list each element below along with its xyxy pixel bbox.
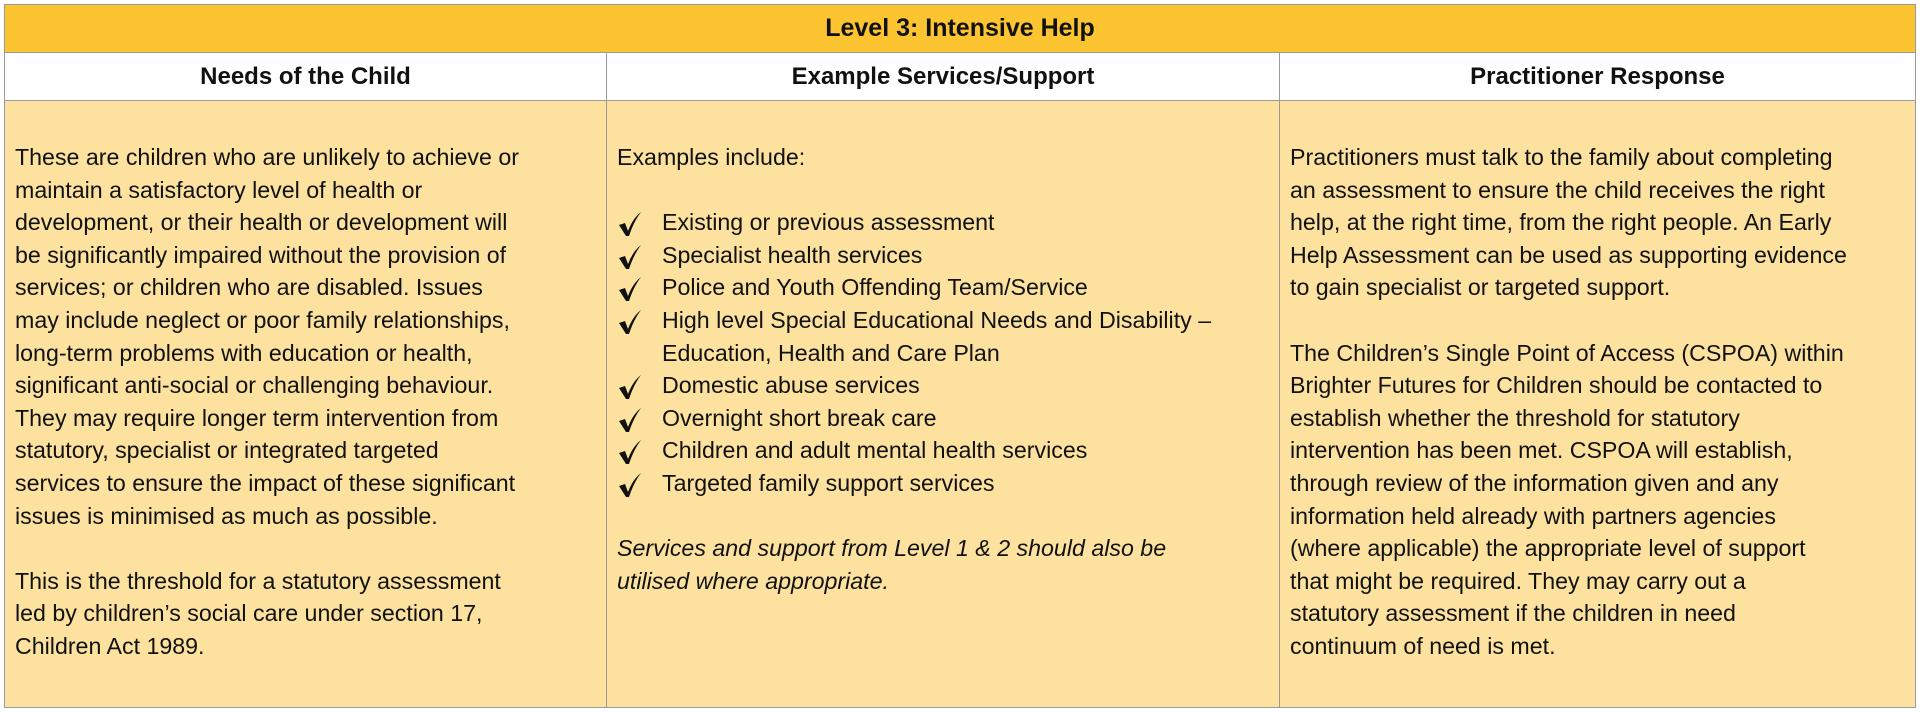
column-header-response: Practitioner Response xyxy=(1280,53,1915,101)
text-line: may include neglect or poor family relationships, xyxy=(15,306,510,333)
text-line: The Children’s Single Point of Access (CSPOA) within xyxy=(1290,339,1844,366)
text-line: long-term problems with education or health, xyxy=(15,339,473,366)
text-line: They may require longer term intervention from xyxy=(15,404,499,431)
services-note xyxy=(617,532,1271,597)
check-icon xyxy=(617,210,643,238)
list-item-label-continued: Education, Health and Care Plan xyxy=(662,339,1000,366)
list-item-label: Domestic abuse services xyxy=(662,372,920,399)
level-3-table xyxy=(4,4,1916,708)
check-icon xyxy=(617,308,643,336)
list-item xyxy=(617,369,1271,402)
table-title: Level 3: Intensive Help xyxy=(5,5,1915,53)
text-line: utilised where appropriate. xyxy=(617,567,889,594)
text-line: Practitioners must talk to the family about completing xyxy=(1290,144,1833,170)
text-line: (where applicable) the appropriate level of support xyxy=(1290,535,1806,562)
list-item-label: High level Special Educational Needs and Disability – xyxy=(662,306,1212,333)
text-line: Children Act 1989. xyxy=(15,632,205,659)
needs-cell xyxy=(5,101,607,707)
text-line: significant anti-social or challenging behaviour. xyxy=(15,372,494,399)
text-line: led by children’s social care under section 17, xyxy=(15,600,483,627)
column-header-needs: Needs of the Child xyxy=(5,53,607,101)
needs-paragraph-2 xyxy=(15,565,598,663)
text-line: services to ensure the impact of these significant xyxy=(15,469,516,496)
list-item-label: Children and adult mental health services xyxy=(662,437,1088,464)
check-icon xyxy=(617,406,643,434)
services-cell xyxy=(607,101,1280,707)
text-line: be significantly impaired without the provision of xyxy=(15,241,507,268)
text-line: that might be required. They may carry out a xyxy=(1290,567,1746,594)
list-item-label: Existing or previous assessment xyxy=(662,209,995,236)
text-line: intervention has been met. CSPOA will establish, xyxy=(1290,437,1793,464)
text-line: services; or children who are disabled. Issues xyxy=(15,274,483,301)
services-list xyxy=(617,206,1271,499)
list-item xyxy=(617,467,1271,500)
check-icon xyxy=(617,243,643,271)
text-line: establish whether the threshold for statutory xyxy=(1290,404,1740,431)
text-line: statutory, specialist or integrated targeted xyxy=(15,437,439,464)
text-line: Help Assessment can be used as supporting evidence xyxy=(1290,241,1847,268)
response-paragraph-2 xyxy=(1290,337,1907,663)
list-item xyxy=(617,304,1271,369)
text-line: statutory assessment if the children in need xyxy=(1290,600,1736,627)
text-line: continuum of need is met. xyxy=(1290,632,1556,659)
text-line: issues is minimised as much as possible. xyxy=(15,502,438,529)
needs-paragraph-1 xyxy=(15,141,598,532)
text-line: maintain a satisfactory level of health or xyxy=(15,176,423,203)
column-header-services: Example Services/Support xyxy=(607,53,1280,101)
list-item xyxy=(617,271,1271,304)
text-line: Services and support from Level 1 & 2 should also be xyxy=(617,535,1167,562)
list-item xyxy=(617,206,1271,239)
list-item-label: Specialist health services xyxy=(662,241,923,268)
text-line: help, at the right time, from the right people. An Early xyxy=(1290,209,1832,236)
text-line: Brighter Futures for Children should be contacted to xyxy=(1290,372,1823,399)
list-item xyxy=(617,239,1271,272)
text-line: an assessment to ensure the child receives the right xyxy=(1290,176,1825,203)
text-line: These are children who are unlikely to achieve or xyxy=(15,144,519,170)
text-line: to gain specialist or targeted support. xyxy=(1290,274,1671,301)
list-item-label: Overnight short break care xyxy=(662,404,937,431)
response-paragraph-1 xyxy=(1290,141,1907,304)
list-item-label: Police and Youth Offending Team/Service xyxy=(662,274,1088,301)
check-icon xyxy=(617,438,643,466)
check-icon xyxy=(617,373,643,401)
services-intro: Examples include: xyxy=(617,144,806,170)
text-line: information held already with partners agencies xyxy=(1290,502,1776,529)
check-icon xyxy=(617,471,643,499)
list-item xyxy=(617,402,1271,435)
list-item xyxy=(617,434,1271,467)
text-line: through review of the information given and any xyxy=(1290,469,1779,496)
text-line: This is the threshold for a statutory assessment xyxy=(15,567,501,594)
response-cell xyxy=(1280,101,1915,707)
check-icon xyxy=(617,275,643,303)
list-item-label: Targeted family support services xyxy=(662,469,995,496)
text-line: development, or their health or development will xyxy=(15,209,508,236)
